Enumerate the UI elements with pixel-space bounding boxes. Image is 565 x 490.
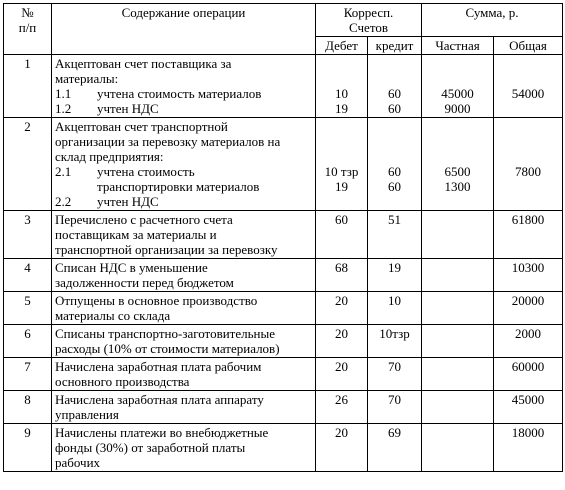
description-line: фонды (30%) от заработной платы xyxy=(55,440,246,455)
description-line: Начислена заработная плата рабочим xyxy=(55,359,262,374)
row-description xyxy=(52,211,316,259)
description-line: материалы со склада xyxy=(55,308,171,323)
total-value xyxy=(497,56,559,71)
table-row xyxy=(4,118,563,211)
row-description xyxy=(52,358,316,391)
row-partial xyxy=(422,292,494,325)
description-line: расходы (10% от стоимости материалов) xyxy=(55,341,280,356)
partial-value: 1300 xyxy=(444,179,471,194)
description-line: Начислены платежи во внебюджетные xyxy=(55,425,269,440)
sub-item-text: учтена стоимость xyxy=(97,164,195,179)
partial-value: 45000 xyxy=(441,86,474,101)
row-partial xyxy=(422,424,494,472)
row-description xyxy=(52,424,316,472)
table-row xyxy=(4,55,563,118)
sub-item-text: транспортировки материалов xyxy=(97,179,260,194)
debit-value: 19 xyxy=(335,179,348,194)
row-debit xyxy=(316,55,368,118)
description-line: поставщикам за материалы и xyxy=(55,227,217,242)
row-debit: 26 xyxy=(316,391,368,424)
description-line: Акцептован счет транспортной xyxy=(55,119,228,134)
row-number: 8 xyxy=(4,391,52,424)
row-number: 7 xyxy=(4,358,52,391)
description-line: транспортной организации за перевозку xyxy=(55,242,278,257)
row-number: 3 xyxy=(4,211,52,259)
row-partial xyxy=(422,325,494,358)
row-credit: 19 xyxy=(368,259,422,292)
sub-item-text: учтен НДС xyxy=(97,101,159,116)
debit-value: 10 xyxy=(335,86,348,101)
partial-value: 9000 xyxy=(444,101,471,116)
row-debit: 20 xyxy=(316,358,368,391)
row-debit: 68 xyxy=(316,259,368,292)
row-total: 2000 xyxy=(494,325,563,358)
header-accounts xyxy=(316,4,422,37)
debit-value xyxy=(319,149,364,164)
row-number: 4 xyxy=(4,259,52,292)
row-description xyxy=(52,118,316,211)
row-partial xyxy=(422,118,494,211)
row-description xyxy=(52,259,316,292)
debit-value xyxy=(319,119,364,134)
row-debit: 20 xyxy=(316,292,368,325)
row-credit: 10тзр xyxy=(368,325,422,358)
description-line: склад предприятия: xyxy=(55,149,164,164)
table-body xyxy=(4,55,563,472)
header-sum: Сумма, р. xyxy=(422,4,563,37)
table-row xyxy=(4,211,563,259)
table-row xyxy=(4,424,563,472)
debit-value xyxy=(319,194,364,209)
row-total xyxy=(494,118,563,211)
header-accounts-line1: Корресп. xyxy=(343,5,394,20)
description-line: Начислена заработная плата аппарату xyxy=(55,392,264,407)
row-partial xyxy=(422,211,494,259)
total-value xyxy=(497,134,559,149)
debit-value: 19 xyxy=(335,101,348,116)
debit-value xyxy=(319,134,364,149)
debit-value xyxy=(319,71,364,86)
total-value: 7800 xyxy=(515,164,542,179)
partial-value xyxy=(425,71,490,86)
header-row-1 xyxy=(4,4,563,37)
debit-value: 10 тзр xyxy=(324,164,359,179)
description-line: Отпущены в основное производство xyxy=(55,293,258,308)
row-credit: 70 xyxy=(368,358,422,391)
description-line: основного производства xyxy=(55,374,190,389)
header-number xyxy=(4,4,52,55)
table-row xyxy=(4,292,563,325)
row-credit xyxy=(368,118,422,211)
row-number: 5 xyxy=(4,292,52,325)
table-row xyxy=(4,259,563,292)
credit-value: 60 xyxy=(388,164,401,179)
sub-item xyxy=(55,164,312,179)
row-total: 61800 xyxy=(494,211,563,259)
row-credit: 10 xyxy=(368,292,422,325)
description-line: Акцептован счет поставщика за xyxy=(55,56,232,71)
row-total: 18000 xyxy=(494,424,563,472)
row-debit: 60 xyxy=(316,211,368,259)
row-credit xyxy=(368,55,422,118)
row-partial xyxy=(422,358,494,391)
partial-value: 6500 xyxy=(444,164,471,179)
credit-value: 60 xyxy=(388,179,401,194)
table-row xyxy=(4,391,563,424)
row-debit xyxy=(316,118,368,211)
sub-item xyxy=(55,86,312,101)
header-number-line1: № xyxy=(21,5,34,20)
header-partial: Частная xyxy=(422,37,494,55)
credit-value xyxy=(371,119,418,134)
row-debit: 20 xyxy=(316,325,368,358)
partial-value xyxy=(425,56,490,71)
total-value xyxy=(497,71,559,86)
partial-value xyxy=(425,134,490,149)
row-partial xyxy=(422,55,494,118)
partial-value xyxy=(425,149,490,164)
row-total: 60000 xyxy=(494,358,563,391)
credit-value: 60 xyxy=(388,101,401,116)
description-line: рабочих xyxy=(55,455,101,470)
table-row xyxy=(4,358,563,391)
credit-value xyxy=(371,134,418,149)
header-credit: кредит xyxy=(368,37,422,55)
partial-value xyxy=(425,194,490,209)
header-debit: Дебет xyxy=(316,37,368,55)
header-content: Содержание операции xyxy=(52,4,316,55)
sub-item xyxy=(55,179,312,194)
row-description xyxy=(52,55,316,118)
credit-value xyxy=(371,71,418,86)
total-value xyxy=(497,119,559,134)
total-value xyxy=(497,149,559,164)
row-total xyxy=(494,55,563,118)
credit-value xyxy=(371,149,418,164)
row-number: 6 xyxy=(4,325,52,358)
total-value xyxy=(497,194,559,209)
description-line: задолженности перед бюджетом xyxy=(55,275,234,290)
table-row xyxy=(4,325,563,358)
row-total: 45000 xyxy=(494,391,563,424)
credit-value xyxy=(371,194,418,209)
row-description xyxy=(52,325,316,358)
operations-table xyxy=(3,3,563,472)
sub-item-text: учтен НДС xyxy=(97,194,159,209)
sub-item-text: учтена стоимость материалов xyxy=(97,86,262,101)
sub-item xyxy=(55,101,312,116)
row-credit: 69 xyxy=(368,424,422,472)
description-line: Перечислено с расчетного счета xyxy=(55,212,233,227)
description-line: управления xyxy=(55,407,119,422)
credit-value xyxy=(371,56,418,71)
sub-item-number: 1.2 xyxy=(55,101,72,116)
description-line: материалы: xyxy=(55,71,119,86)
row-description xyxy=(52,391,316,424)
row-number: 9 xyxy=(4,424,52,472)
total-value: 54000 xyxy=(511,86,545,101)
debit-value xyxy=(319,56,364,71)
row-credit: 51 xyxy=(368,211,422,259)
row-credit: 70 xyxy=(368,391,422,424)
sub-item-number: 1.1 xyxy=(55,86,72,101)
credit-value: 60 xyxy=(388,86,401,101)
header-number-line2: п/п xyxy=(18,20,37,35)
sub-item-number: 2.2 xyxy=(55,194,72,209)
sub-item xyxy=(55,194,312,209)
row-partial xyxy=(422,391,494,424)
row-number: 1 xyxy=(4,55,52,118)
description-line: организации за перевозку материалов на xyxy=(55,134,281,149)
row-partial xyxy=(422,259,494,292)
partial-value xyxy=(425,119,490,134)
row-total: 20000 xyxy=(494,292,563,325)
total-value xyxy=(497,179,559,194)
sub-item-number: 2.1 xyxy=(55,164,72,179)
description-line: Списан НДС в уменьшение xyxy=(55,260,208,275)
description-line: Списаны транспортно-заготовительные xyxy=(55,326,275,341)
row-number: 2 xyxy=(4,118,52,211)
row-total: 10300 xyxy=(494,259,563,292)
header-accounts-line2: Счетов xyxy=(349,20,388,35)
total-value xyxy=(497,101,559,116)
row-description xyxy=(52,292,316,325)
header-total: Общая xyxy=(494,37,563,55)
row-debit: 20 xyxy=(316,424,368,472)
